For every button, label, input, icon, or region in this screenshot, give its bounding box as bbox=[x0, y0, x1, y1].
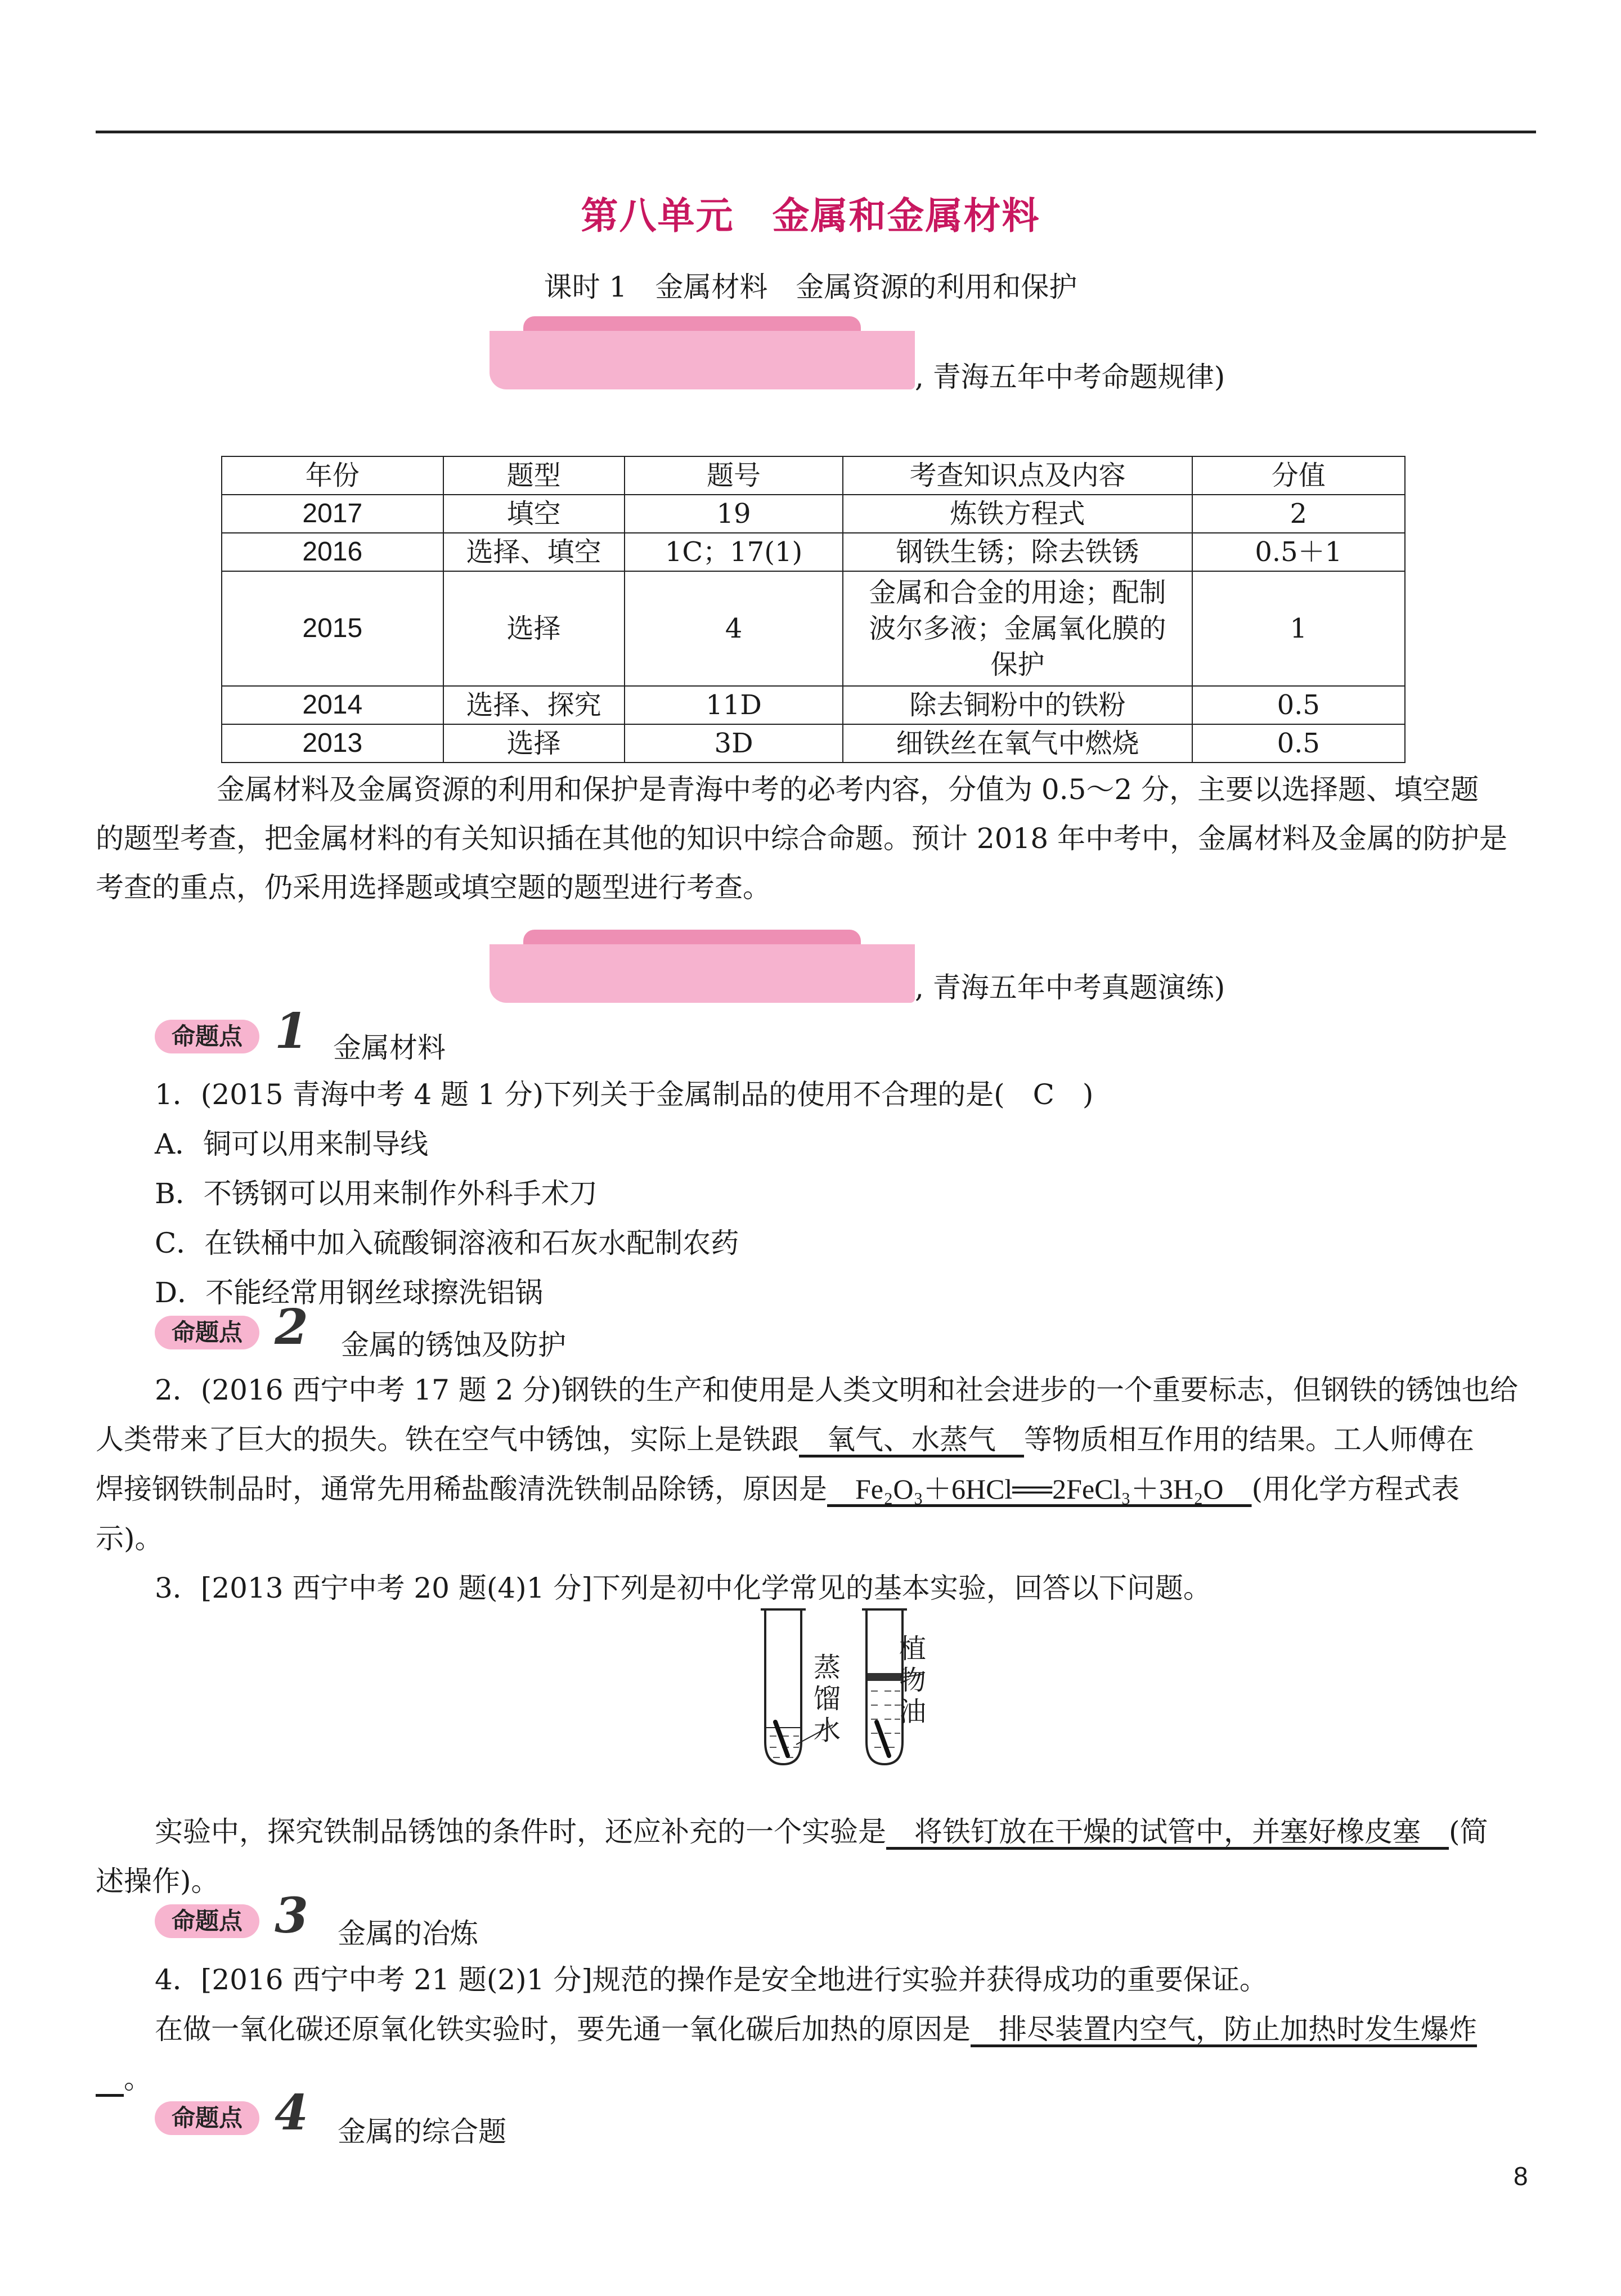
table-cell: 金属和合金的用途；配制波尔多液；金属氧化膜的保护 bbox=[843, 571, 1192, 686]
table-cell: 选择、填空 bbox=[443, 533, 625, 571]
table-cell: 选择 bbox=[443, 724, 625, 763]
table-cell: 2015 bbox=[222, 571, 443, 686]
table-cell: 2017 bbox=[222, 495, 443, 533]
answer-blank: 排尽装置内空气，防止加热时发生爆炸 bbox=[971, 2013, 1477, 2046]
topic-number: 2 bbox=[275, 1299, 308, 1356]
table-cell: 细铁丝在氧气中燃烧 bbox=[843, 724, 1192, 763]
exam-statistics-table bbox=[221, 456, 1406, 763]
answer-blank bbox=[96, 2062, 124, 2095]
table-header-cell: 考查知识点及内容 bbox=[843, 456, 1192, 495]
question-4-line bbox=[96, 2056, 152, 2097]
text: 等物质相互作用的结果。工人师傅在 bbox=[1024, 1423, 1474, 1456]
label-char: 馏 bbox=[813, 1683, 841, 1715]
topic-title: 金属的锈蚀及防护 bbox=[341, 1329, 566, 1361]
question-1-stem: 1．(2015 青海中考 4 题 1 分)下列关于金属制品的使用不合理的是( C ) bbox=[155, 1078, 1094, 1111]
question-1-option-d: D．不能经常用钢丝球擦洗铝锅 bbox=[155, 1276, 544, 1309]
topic-number: 3 bbox=[275, 1887, 308, 1944]
header-rule bbox=[96, 131, 1536, 133]
table-cell: 11D bbox=[625, 686, 843, 724]
question-3-stem: 3．[2013 西宁中考 20 题(4)1 分]下列是初中化学常见的基本实验，回答以下问题。 bbox=[155, 1572, 1211, 1604]
question-2-line: 示)。 bbox=[96, 1522, 163, 1555]
text: 人类带来了巨大的损失。铁在空气中锈蚀，实际上是铁跟 bbox=[96, 1423, 799, 1456]
table-header-cell: 题型 bbox=[443, 456, 625, 495]
table-header-cell: 题号 bbox=[625, 456, 843, 495]
text: 。 bbox=[124, 2062, 152, 2095]
table-cell: 选择 bbox=[443, 571, 625, 686]
table-row bbox=[222, 724, 1405, 763]
answer-blank: 将铁钉放在干燥的试管中，并塞好橡皮塞 bbox=[886, 1815, 1449, 1848]
question-2-line bbox=[96, 1467, 1460, 1507]
topic-badge: 命题点 bbox=[155, 1904, 259, 1938]
table-cell: 1C；17(1) bbox=[625, 533, 843, 571]
topic-badge: 命题点 bbox=[155, 1020, 259, 1053]
table-cell: 2 bbox=[1192, 495, 1405, 533]
page-subtitle: 课时 1 金属材料 金属资源的利用和保护 bbox=[544, 271, 1077, 303]
section-banner-2-label: , 青海五年中考真题演练) bbox=[915, 971, 1225, 1004]
question-1-option-c: C．在铁桶中加入硫酸铜溶液和石灰水配制农药 bbox=[155, 1227, 739, 1259]
text: 实验中，探究铁制品锈蚀的条件时，还应补充的一个实验是 bbox=[155, 1815, 886, 1848]
label-char: 物 bbox=[899, 1665, 926, 1696]
table-cell: 2014 bbox=[222, 686, 443, 724]
page-title: 第八单元 金属和金属材料 bbox=[581, 194, 1040, 237]
text: 在做一氧化碳还原氧化铁实验时，要先通一氧化碳后加热的原因是 bbox=[155, 2013, 971, 2046]
question-2-line bbox=[96, 1417, 1474, 1458]
table-cell: 填空 bbox=[443, 495, 625, 533]
answer-blank: Fe₂O₃＋6HCl══2FeCl₃＋3H₂O bbox=[827, 1473, 1252, 1505]
summary-line: 的题型考查，把金属材料的有关知识插在其他的知识中综合命题。预计 2018 年中考中，金属材料及金属的防护是 bbox=[96, 822, 1508, 855]
table-cell: 0.5 bbox=[1192, 724, 1405, 763]
topic-number: 1 bbox=[275, 1003, 308, 1060]
page-number: 8 bbox=[1514, 2162, 1528, 2191]
topic-badge: 命题点 bbox=[155, 2101, 259, 2135]
table-cell: 除去铜粉中的铁粉 bbox=[843, 686, 1192, 724]
text: 焊接钢铁制品时，通常先用稀盐酸清洗铁制品除锈，原因是 bbox=[96, 1473, 827, 1505]
summary-line: 金属材料及金属资源的利用和保护是青海中考的必考内容，分值为 0.5～2 分，主要以选择题、填空题 bbox=[217, 773, 1479, 806]
question-3-line: 述操作)。 bbox=[96, 1865, 219, 1898]
table-header-cell: 分值 bbox=[1192, 456, 1405, 495]
question-3-line bbox=[155, 1809, 1488, 1850]
question-4-stem: 4．[2016 西宁中考 21 题(2)1 分]规范的操作是安全地进行实验并获得成功的重要保证。 bbox=[155, 1963, 1268, 1996]
label-char: 油 bbox=[899, 1696, 926, 1728]
text: (用化学方程式表 bbox=[1251, 1473, 1460, 1505]
summary-line: 考查的重点，仍采用选择题或填空题的题型进行考查。 bbox=[96, 871, 771, 904]
table-cell: 0.5＋1 bbox=[1192, 533, 1405, 571]
section-banner-2 bbox=[490, 934, 915, 1003]
table-cell: 2013 bbox=[222, 724, 443, 763]
topic-title: 金属的冶炼 bbox=[338, 1917, 478, 1950]
table-header-cell: 年份 bbox=[222, 456, 443, 495]
table-cell: 炼铁方程式 bbox=[843, 495, 1192, 533]
table-cell: 钢铁生锈；除去铁锈 bbox=[843, 533, 1192, 571]
table-cell: 3D bbox=[625, 724, 843, 763]
text: (简 bbox=[1449, 1815, 1488, 1848]
label-char: 植 bbox=[899, 1633, 926, 1665]
table-cell: 选择、探究 bbox=[443, 686, 625, 724]
table-cell: 0.5 bbox=[1192, 686, 1405, 724]
figure-label-vegetable-oil bbox=[896, 1633, 930, 1728]
topic-badge: 命题点 bbox=[155, 1316, 259, 1349]
figure-label-distilled-water bbox=[810, 1652, 844, 1746]
table-cell: 4 bbox=[625, 571, 843, 686]
table-cell: 19 bbox=[625, 495, 843, 533]
answer-blank: 氧气、水蒸气 bbox=[799, 1423, 1024, 1456]
question-4-line bbox=[155, 2007, 1477, 2047]
table-row bbox=[222, 495, 1405, 533]
section-banner-1 bbox=[490, 321, 915, 389]
label-char: 蒸 bbox=[813, 1652, 841, 1683]
table-cell: 1 bbox=[1192, 571, 1405, 686]
topic-number: 4 bbox=[275, 2084, 308, 2141]
label-char: 水 bbox=[813, 1715, 841, 1746]
question-1-option-a: A．铜可以用来制导线 bbox=[155, 1128, 429, 1160]
topic-title: 金属材料 bbox=[333, 1032, 446, 1064]
question-2-line: 2．(2016 西宁中考 17 题 2 分)钢铁的生产和使用是人类文明和社会进步的一个重要标志，但钢铁的锈蚀也给 bbox=[155, 1374, 1518, 1406]
table-row bbox=[222, 686, 1405, 724]
question-1-option-b: B．不锈钢可以用来制作外科手术刀 bbox=[155, 1177, 598, 1210]
topic-title: 金属的综合题 bbox=[338, 2115, 506, 2148]
table-header-row bbox=[222, 456, 1405, 495]
table-row bbox=[222, 571, 1405, 686]
table-row bbox=[222, 533, 1405, 571]
table-cell: 2016 bbox=[222, 533, 443, 571]
section-banner-1-label: , 青海五年中考命题规律) bbox=[915, 361, 1225, 393]
